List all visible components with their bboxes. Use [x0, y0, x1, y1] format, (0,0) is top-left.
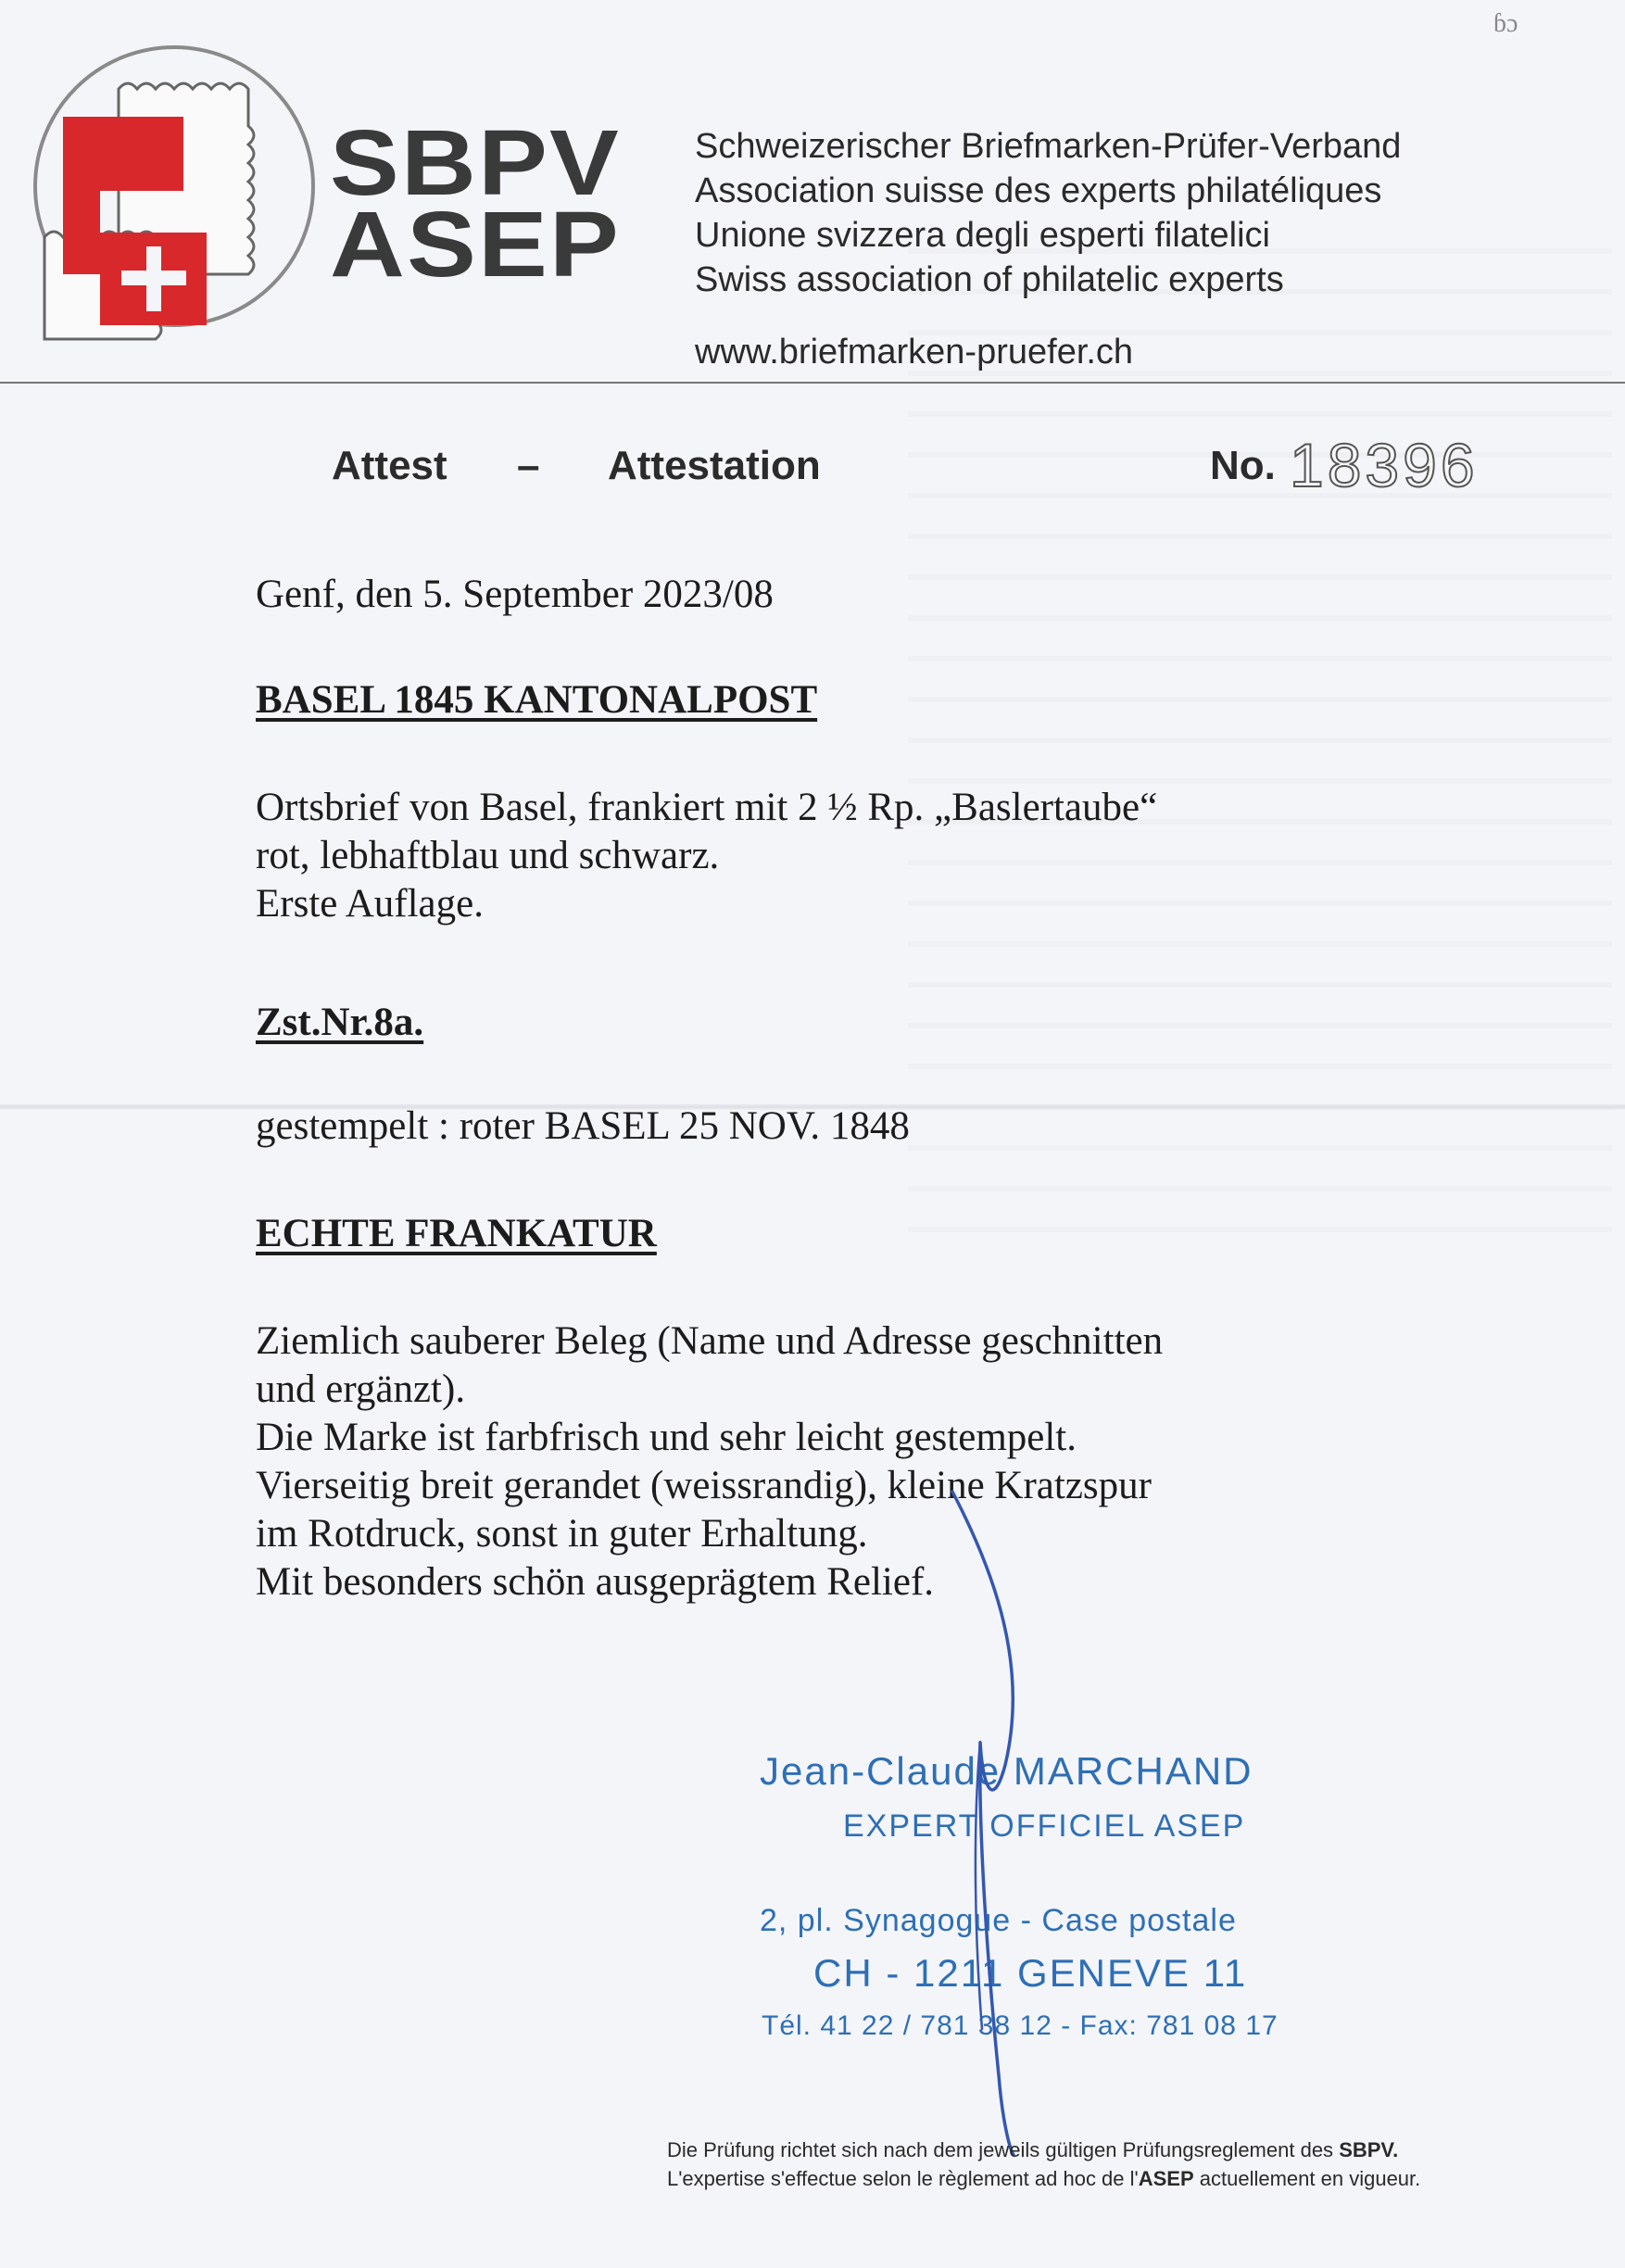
footer-line-de	[667, 2136, 1420, 2164]
website: www.briefmarken-pruefer.ch	[695, 333, 1134, 372]
catalogue-number: Zst.Nr.8a.	[256, 1001, 424, 1044]
footer-line-de-bold: SBPV.	[1339, 2138, 1399, 2161]
title-attest: Attest	[332, 443, 447, 488]
certificate-number: 18396	[1290, 431, 1479, 499]
footer-line-fr-end: actuellement en vigueur.	[1199, 2167, 1421, 2190]
description-line: Ortsbrief von Basel, frankiert mit 2 ½ Rp. „Baslertaube“	[256, 786, 1158, 829]
stamp-expert-name: Jean-Claude MARCHAND	[760, 1749, 1253, 1793]
stamp-expert-role: EXPERT OFFICIEL ASEP	[843, 1808, 1246, 1844]
description-line: rot, lebhaftblau und schwarz.	[256, 834, 720, 877]
footer-line-de-text: Die Prüfung richtet sich nach dem jeweils gültigen Prüfungsreglement des	[667, 2138, 1334, 2161]
title-attestation: Attestation	[608, 443, 821, 488]
date-line: Genf, den 5. September 2023/08	[256, 573, 774, 616]
condition-line: und ergänzt).	[256, 1367, 466, 1411]
title-dash: –	[517, 443, 540, 488]
brand-line-sbpv: SBPV	[330, 111, 621, 215]
condition-line: Vierseitig breit gerandet (weissrandig), kleine Kratzspur	[256, 1464, 1152, 1507]
corner-pencil-mark: ɓɔ	[1493, 9, 1518, 38]
association-name-en: Swiss association of philatelic experts	[695, 260, 1284, 299]
association-name-fr: Association suisse des experts philatéliques	[695, 171, 1382, 210]
stamp-city: CH - 1211 GENEVE 11	[813, 1951, 1248, 1995]
cancellation-line: gestempelt : roter BASEL 25 NOV. 1848	[256, 1104, 910, 1148]
description-line: Erste Auflage.	[256, 882, 484, 926]
condition-line: Ziemlich sauberer Beleg (Name und Adresse geschnitten	[256, 1319, 1164, 1363]
footer-line-fr-bold: ASEP	[1138, 2167, 1194, 2190]
stamp-address: 2, pl. Synagogue - Case postale	[760, 1903, 1237, 1938]
issue-heading: BASEL 1845 KANTONALPOST	[256, 678, 818, 722]
footer-line-fr	[667, 2164, 1420, 2193]
association-name-it: Unione svizzera degli esperti filatelici	[695, 216, 1270, 255]
footer-note	[667, 2136, 1420, 2193]
condition-line: Mit besonders schön ausgeprägtem Relief.	[256, 1560, 935, 1604]
brand-line-asep: ASEP	[330, 193, 621, 296]
footer-line-fr-text: L'expertise s'effectue selon le règlement ad hoc de l'	[667, 2167, 1139, 2190]
verdict-heading: ECHTE FRANKATUR	[256, 1212, 657, 1255]
stamp-phone: Tél. 41 22 / 781 38 12 - Fax: 781 08 17	[762, 2010, 1279, 2041]
condition-line: im Rotdruck, sonst in guter Erhaltung.	[256, 1512, 868, 1556]
association-name-de: Schweizerischer Briefmarken-Prüfer-Verband	[695, 127, 1402, 166]
condition-line: Die Marke ist farbfrisch und sehr leicht gestempelt.	[256, 1416, 1077, 1459]
certificate-no-label: No.	[1210, 443, 1276, 488]
